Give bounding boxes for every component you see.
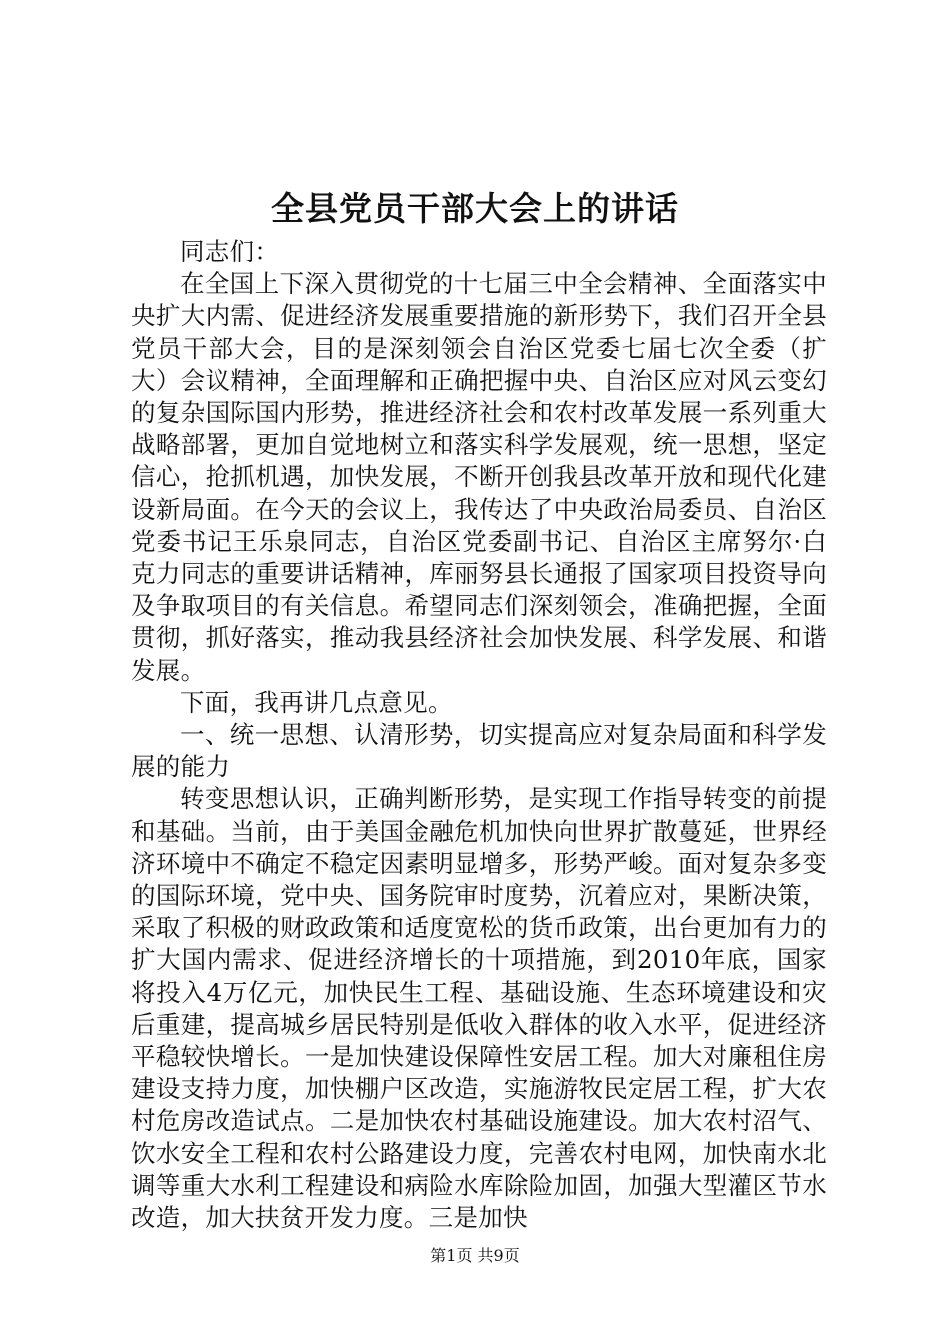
paragraph: 下面，我再讲几点意见。 <box>180 687 453 717</box>
page-number-footer: 第1页 共9页 <box>430 1246 520 1265</box>
document-title: 全县党员干部大会上的讲话 <box>271 189 679 228</box>
section-heading: 一、统一思想、认清形势，切实提高应对复杂局面和科学发展的能力 <box>131 720 827 782</box>
paragraph: 在全国上下深入贯彻党的十七届三中全会精神、全面落实中央扩大内需、促进经济发展重要措施的新形势下，我们召开全县党员干部大会，目的是深刻领会自治区党委七届七次全委（扩大）会议精神，全面理解和正确把握中央、自治区应对风云变幻的复杂国际国内形势，推进经济社会和农村改革发展一系列重大战略部署，更加自觉地树立和落实科学发展观，统一思想，坚定信心，抢抓机遇，加快发展，不断开创我县改革开放和现代化建设新局面。在今天的会议上，我传达了中央政治局委员、自治区党委书记王乐泉同志，自治区党委副书记、自治区主席努尔·白克力同志的重要讲话精神，库丽努县长通报了国家项目投资导向及争取项目的有关信息。希望同志们深刻领会，准确把握，全面贯彻，抓好落实，推动我县经济社会加快发展、科学发展、和谐发展。 <box>131 269 827 685</box>
paragraph: 转变思想认识，正确判断形势，是实现工作指导转变的前提和基础。当前，由于美国金融危机加快向世界扩散蔓延，世界经济环境中不确定不稳定因素明显增多，形势严峻。面对复杂多变的国际环境，党中央、国务院审时度势，沉着应对，果断决策，采取了积极的财政政策和适度宽松的货币政策，出台更加有力的扩大国内需求、促进经济增长的十项措施，到2010年底，国家将投入4万亿元，加快民生工程、基础设施、生态环境建设和灾后重建，提高城乡居民特别是低收入群体的收入水平，促进经济平稳较快增长。一是加快建设保障性安居工程。加大对廉租住房建设支持力度，加快棚户区改造，实施游牧民定居工程，扩大农村危房改造试点。二是加快农村基础设施建设。加大农村沼气、饮水安全工程和农村公路建设力度，完善农村电网，加快南水北调等重大水利工程建设和病险水库除险加固，加强大型灌区节水改造，加大扶贫开发力度。三是加快 <box>131 784 827 1233</box>
document-body <box>131 236 827 1234</box>
greeting: 同志们： <box>180 237 280 266</box>
